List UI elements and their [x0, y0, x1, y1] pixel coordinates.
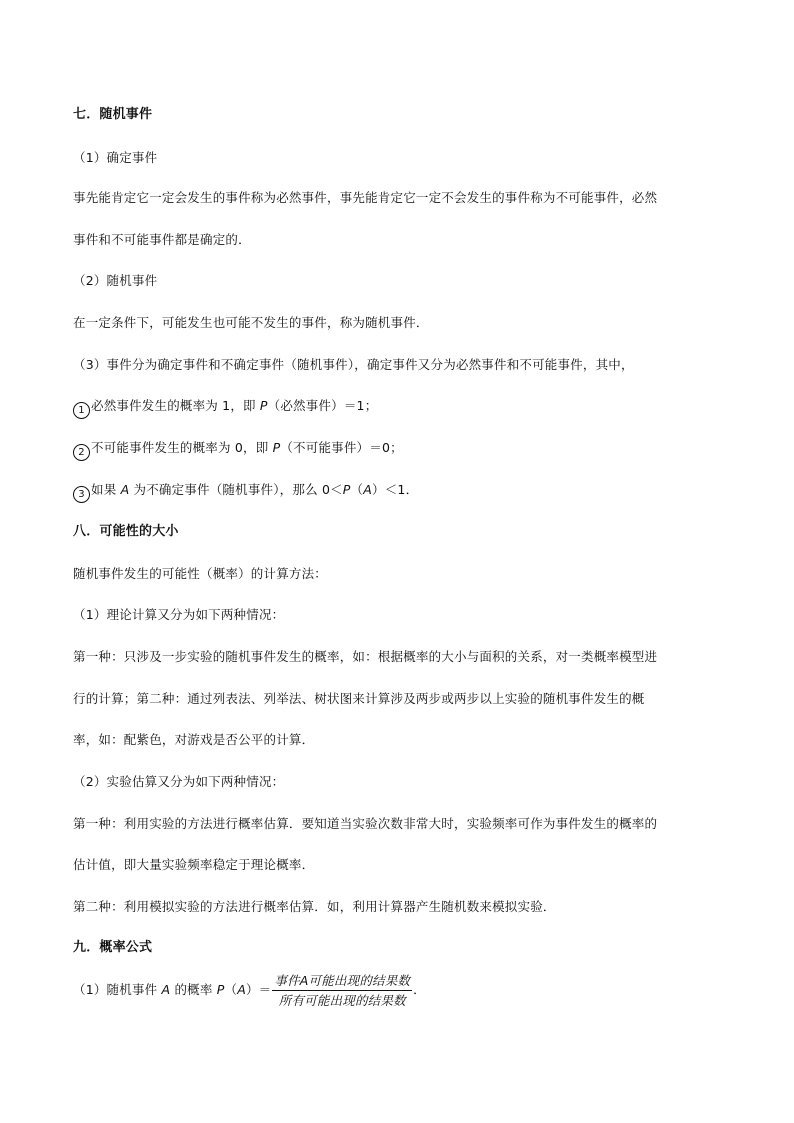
formula-lp: （ — [224, 982, 238, 997]
sec8-intro: 随机事件发生的可能性（概率）的计算方法： — [73, 566, 328, 581]
sec8-p1-line2: 行的计算；第二种：通过列表法、列举法、树状图来计算涉及两步或两步以上实验的随机事件发生的概 — [73, 691, 645, 706]
circled-number-1-icon: 1 — [73, 402, 90, 419]
sec8-p1-line3: 率，如：配紫色，对游戏是否公平的计算． — [73, 732, 315, 747]
item2-post: （不可能事件）＝0； — [280, 440, 403, 455]
sec8-p1-label: （1）理论计算又分为如下两种情况： — [73, 607, 285, 622]
circled-number-2-icon: 2 — [73, 444, 90, 461]
sec8-p1-line1: 第一种：只涉及一步实验的随机事件发生的概率，如：根据概率的大小与面积的关系，对一类概率模型进 — [73, 649, 658, 664]
fraction-denominator: 所有可能出现的结果数 — [278, 993, 406, 1008]
item3-A: A — [120, 482, 130, 497]
sec7-item-1 — [73, 397, 377, 419]
section-8-title: 八．可能性的大小 — [73, 524, 179, 539]
item1-pre: 必然事件发生的概率为 1，即 — [91, 398, 260, 413]
sec7-p3-text: （3）事件分为确定事件和不确定事件（随机事件），确定事件又分为必然事件和不可能事件，其中， — [73, 357, 634, 372]
sec7-p1-text-line2: 事件和不可能事件都是确定的． — [73, 232, 251, 247]
sec7-p1-label: （1）确定事件 — [73, 150, 158, 165]
item2-pre: 不可能事件发生的概率为 0，即 — [91, 440, 273, 455]
formula-P: P — [216, 982, 225, 997]
sec8-p2-line3: 第二种：利用模拟实验的方法进行概率估算．如，利用计算器产生随机数来模拟实验． — [73, 899, 556, 914]
item3-post: ）＜1． — [372, 482, 419, 497]
formula-pre: （1）随机事件 — [73, 982, 162, 997]
sec7-p2-label: （2）随机事件 — [73, 273, 158, 288]
item1-post: （必然事件）＝1； — [267, 398, 378, 413]
item3-pre: 如果 — [91, 482, 121, 497]
item3-A2: A — [363, 482, 373, 497]
formula-A2: A — [237, 982, 246, 997]
circled-number-3-icon: 3 — [73, 486, 90, 503]
sec9-formula — [73, 970, 426, 1010]
sec7-item-2 — [73, 439, 403, 461]
sec7-item-3 — [73, 481, 418, 503]
sec8-p2-label: （2）实验估算又分为如下两种情况： — [73, 774, 285, 789]
sec8-p2-line1: 第一种：利用实验的方法进行概率估算．要知道当实验次数非常大时，实验频率可作为事件发生的概率的 — [73, 816, 658, 831]
item3-lp: （ — [350, 482, 364, 497]
item2-P: P — [272, 440, 281, 455]
item1-P: P — [259, 398, 268, 413]
sec8-p2-line2: 估计值，即大量实验频率稳定于理论概率． — [73, 857, 315, 872]
section-9-title: 九．概率公式 — [73, 940, 153, 955]
formula-rp: ）＝ — [245, 982, 272, 997]
sec7-p2-text: 在一定条件下，可能发生也可能不发生的事件，称为随机事件． — [73, 315, 429, 330]
fraction-numerator: 事件A可能出现的结果数 — [272, 972, 412, 991]
probability-fraction — [272, 972, 412, 1009]
formula-end: ． — [413, 982, 426, 997]
sec7-p1-text-line1: 事先能肯定它一定会发生的事件称为必然事件，事先能肯定它一定不会发生的事件称为不可能事件，必然 — [73, 190, 658, 205]
formula-mid: 的概率 — [170, 982, 217, 997]
item3-mid: 为不确定事件（随机事件），那么 0＜ — [129, 482, 343, 497]
formula-A: A — [161, 982, 171, 997]
item3-P: P — [342, 482, 351, 497]
section-7-title: 七．随机事件 — [73, 107, 153, 122]
